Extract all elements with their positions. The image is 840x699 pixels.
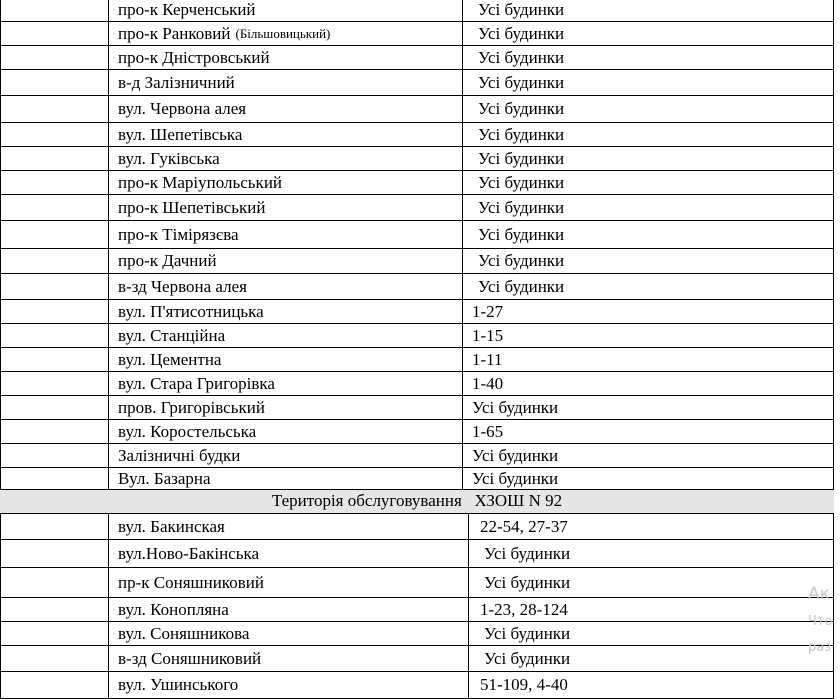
street-cell — [118, 347, 221, 371]
street-cell — [118, 671, 238, 698]
table-row — [0, 621, 834, 645]
houses-cell: Усі будинки — [478, 224, 565, 244]
houses-cell: Усі будинки — [484, 543, 571, 563]
column-divider-houses — [462, 248, 463, 273]
column-divider-street — [108, 45, 109, 69]
column-divider-street — [108, 248, 109, 273]
street-cell — [118, 323, 225, 347]
column-divider-houses — [462, 122, 463, 146]
street-name: про-к Тімірязєва — [118, 224, 239, 244]
activation-watermark-line1: Ак — [808, 584, 830, 604]
street-cell — [118, 539, 259, 567]
column-divider-houses — [468, 645, 469, 671]
column-divider-street — [108, 299, 109, 323]
table-row — [0, 323, 834, 347]
row-separator — [0, 395, 834, 396]
table-row — [0, 671, 834, 698]
street-cell — [118, 45, 270, 69]
table-row — [0, 371, 834, 395]
street-cell — [118, 248, 217, 273]
houses-cell: Усі будинки — [484, 648, 571, 668]
houses-cell: 1-40 — [472, 373, 504, 393]
table-row — [0, 194, 834, 220]
street-former-name: (Більшовицький) — [235, 25, 331, 41]
street-name: вул. Станційна — [118, 325, 226, 345]
street-cell — [118, 194, 265, 220]
houses-cell: Усі будинки — [478, 72, 565, 92]
table-row — [0, 0, 834, 21]
row-separator — [0, 347, 834, 348]
table-row — [0, 299, 834, 323]
column-divider-street — [108, 170, 109, 194]
column-divider-street — [108, 467, 109, 489]
street-name: про-к Шепетівський — [118, 197, 266, 217]
column-divider-street — [108, 443, 109, 467]
street-name: про-к Маріупольський — [118, 172, 283, 192]
houses-cell: 1-15 — [472, 325, 504, 345]
column-divider-street — [108, 621, 109, 645]
row-separator — [0, 170, 834, 171]
row-separator — [0, 671, 834, 672]
street-cell — [118, 467, 211, 489]
street-cell — [118, 170, 282, 194]
column-divider-street — [108, 273, 109, 299]
houses-cell: Усі будинки — [478, 0, 565, 19]
row-separator — [0, 220, 834, 221]
section-header-school-92 — [0, 489, 834, 513]
row-separator — [0, 95, 834, 96]
column-divider-street — [108, 146, 109, 170]
street-name: вул. Стара Григорівка — [118, 373, 275, 393]
street-cell — [118, 395, 265, 419]
table-row — [0, 513, 834, 539]
row-separator — [0, 248, 834, 249]
column-divider-houses — [462, 194, 463, 220]
street-cell — [118, 371, 275, 395]
column-divider-street — [108, 95, 109, 122]
houses-cell: Усі будинки — [484, 623, 571, 643]
row-separator — [0, 371, 834, 372]
table-row — [0, 69, 834, 95]
row-separator — [0, 69, 834, 70]
column-divider-houses — [462, 220, 463, 248]
table-row — [0, 273, 834, 299]
row-separator — [0, 539, 834, 540]
column-divider-houses — [468, 597, 469, 621]
houses-cell: Усі будинки — [472, 445, 559, 465]
column-divider-houses — [468, 671, 469, 698]
street-name: пр-к Соняшниковий — [118, 572, 264, 592]
row-separator — [0, 443, 834, 444]
houses-cell: Усі будинки — [478, 148, 565, 168]
column-divider-houses — [462, 467, 463, 489]
column-divider-street — [108, 671, 109, 698]
column-divider-houses — [462, 273, 463, 299]
street-cell — [118, 21, 330, 45]
street-name: вул. Соняшникова — [118, 623, 250, 643]
row-separator — [0, 513, 834, 514]
street-name: про-к Ранковий — [118, 23, 231, 43]
table-row — [0, 395, 834, 419]
column-divider-houses — [468, 513, 469, 539]
table-row — [0, 347, 834, 371]
houses-cell: 51-109, 4-40 — [480, 675, 568, 694]
table-row — [0, 220, 834, 248]
houses-cell: 1-65 — [472, 421, 504, 441]
row-separator — [0, 419, 834, 420]
houses-cell: 22-54, 27-37 — [480, 516, 568, 536]
houses-cell: Усі будинки — [472, 397, 559, 417]
row-separator — [0, 122, 834, 123]
street-name: вул. Конопляна — [118, 599, 229, 619]
street-cell — [118, 122, 242, 146]
column-divider-houses — [462, 146, 463, 170]
table-row — [0, 645, 834, 671]
column-divider-street — [108, 122, 109, 146]
street-cell — [118, 419, 256, 443]
street-name: в-зд Соняшниковий — [118, 648, 262, 668]
street-cell — [118, 69, 235, 95]
column-divider-houses — [468, 621, 469, 645]
street-cell — [118, 567, 264, 597]
table-row — [0, 21, 834, 45]
activation-watermark-line2: Что — [808, 614, 833, 629]
column-divider-street — [108, 347, 109, 371]
table-row — [0, 597, 834, 621]
street-name: про-к Дачний — [118, 251, 217, 270]
activation-watermark-line3: раз — [808, 640, 832, 655]
column-divider-houses — [462, 347, 463, 371]
street-cell — [118, 95, 246, 122]
houses-cell: Усі будинки — [478, 276, 565, 296]
column-divider-street — [108, 539, 109, 567]
street-cell — [118, 597, 229, 621]
table-row — [0, 419, 834, 443]
houses-cell: Усі будинки — [478, 23, 565, 43]
street-name: пров. Григорівський — [118, 397, 265, 417]
column-divider-houses — [462, 419, 463, 443]
houses-cell: Усі будинки — [478, 172, 565, 192]
houses-cell: Усі будинки — [478, 251, 565, 270]
street-name: вул. Шепетівська — [118, 124, 243, 144]
houses-cell: Усі будинки — [478, 124, 565, 144]
houses-cell: 1-11 — [472, 349, 503, 369]
street-name: вул.Ново-Бакінська — [118, 543, 260, 563]
column-divider-houses — [462, 95, 463, 122]
row-separator — [0, 273, 834, 274]
column-divider-houses — [462, 0, 463, 21]
table-row — [0, 567, 834, 597]
street-name: вул. Коростельська — [118, 421, 257, 441]
table-row — [0, 248, 834, 273]
table-row — [0, 443, 834, 467]
houses-cell: Усі будинки — [484, 572, 571, 592]
column-divider-houses — [462, 170, 463, 194]
column-divider-houses — [468, 539, 469, 567]
houses-cell: 1-23, 28-124 — [480, 599, 568, 619]
row-separator — [0, 467, 834, 468]
column-divider-houses — [468, 567, 469, 597]
column-divider-street — [108, 597, 109, 621]
street-cell — [118, 220, 239, 248]
column-divider-street — [108, 645, 109, 671]
street-name: Вул. Базарна — [118, 468, 211, 488]
column-divider-houses — [462, 299, 463, 323]
houses-cell: Усі будинки — [478, 47, 565, 67]
column-divider-street — [108, 194, 109, 220]
table-row — [0, 45, 834, 69]
street-cell — [118, 513, 225, 539]
column-divider-street — [108, 220, 109, 248]
row-separator — [0, 45, 834, 46]
street-cell — [118, 0, 256, 21]
row-separator — [0, 323, 834, 324]
street-cell — [118, 146, 220, 170]
column-divider-street — [108, 21, 109, 45]
column-divider-houses — [462, 443, 463, 467]
street-name: вул. Гуківська — [118, 148, 220, 168]
houses-cell: Усі будинки — [472, 468, 559, 488]
column-divider-houses — [462, 323, 463, 347]
column-divider-street — [108, 567, 109, 597]
row-separator — [0, 621, 834, 622]
row-separator — [0, 299, 834, 300]
table-row — [0, 467, 834, 489]
street-name: про-к Дністровський — [118, 47, 270, 67]
street-name: вул. Бакинская — [118, 516, 225, 536]
table-row — [0, 122, 834, 146]
column-divider-street — [108, 419, 109, 443]
column-divider-houses — [462, 45, 463, 69]
houses-cell: Усі будинки — [478, 99, 565, 118]
row-separator — [0, 567, 834, 568]
street-name: про-к Керченський — [118, 0, 256, 19]
row-separator — [0, 489, 834, 490]
street-name: Залізничні будки — [118, 445, 241, 465]
table-row — [0, 539, 834, 567]
column-divider-street — [108, 0, 109, 21]
section-header-text: Територія обслуговування ХЗОШ N 92 — [271, 491, 563, 510]
row-separator — [0, 194, 834, 195]
street-name: вул. Червона алея — [118, 99, 247, 118]
column-divider-street — [108, 69, 109, 95]
column-divider-houses — [462, 371, 463, 395]
column-divider-street — [108, 513, 109, 539]
table-row — [0, 146, 834, 170]
row-separator — [0, 21, 834, 22]
street-cell — [118, 273, 247, 299]
table-row — [0, 170, 834, 194]
column-divider-houses — [462, 21, 463, 45]
row-separator — [0, 597, 834, 598]
row-separator — [0, 146, 834, 147]
column-divider-street — [108, 371, 109, 395]
street-name: в-д Залізничний — [118, 72, 235, 92]
street-name: в-зд Червона алея — [118, 276, 247, 296]
houses-cell: Усі будинки — [478, 197, 565, 217]
street-cell — [118, 645, 261, 671]
row-separator — [0, 645, 834, 646]
column-divider-houses — [462, 395, 463, 419]
street-name: вул. П'ятисотницька — [118, 301, 264, 321]
street-cell — [118, 621, 249, 645]
street-cell — [118, 299, 264, 323]
street-cell — [118, 443, 240, 467]
column-divider-street — [108, 395, 109, 419]
column-divider-street — [108, 323, 109, 347]
street-name: вул. Ушинського — [118, 675, 239, 694]
column-divider-houses — [462, 69, 463, 95]
street-name: вул. Цементна — [118, 349, 222, 369]
houses-cell: 1-27 — [472, 301, 504, 321]
table-row — [0, 95, 834, 122]
